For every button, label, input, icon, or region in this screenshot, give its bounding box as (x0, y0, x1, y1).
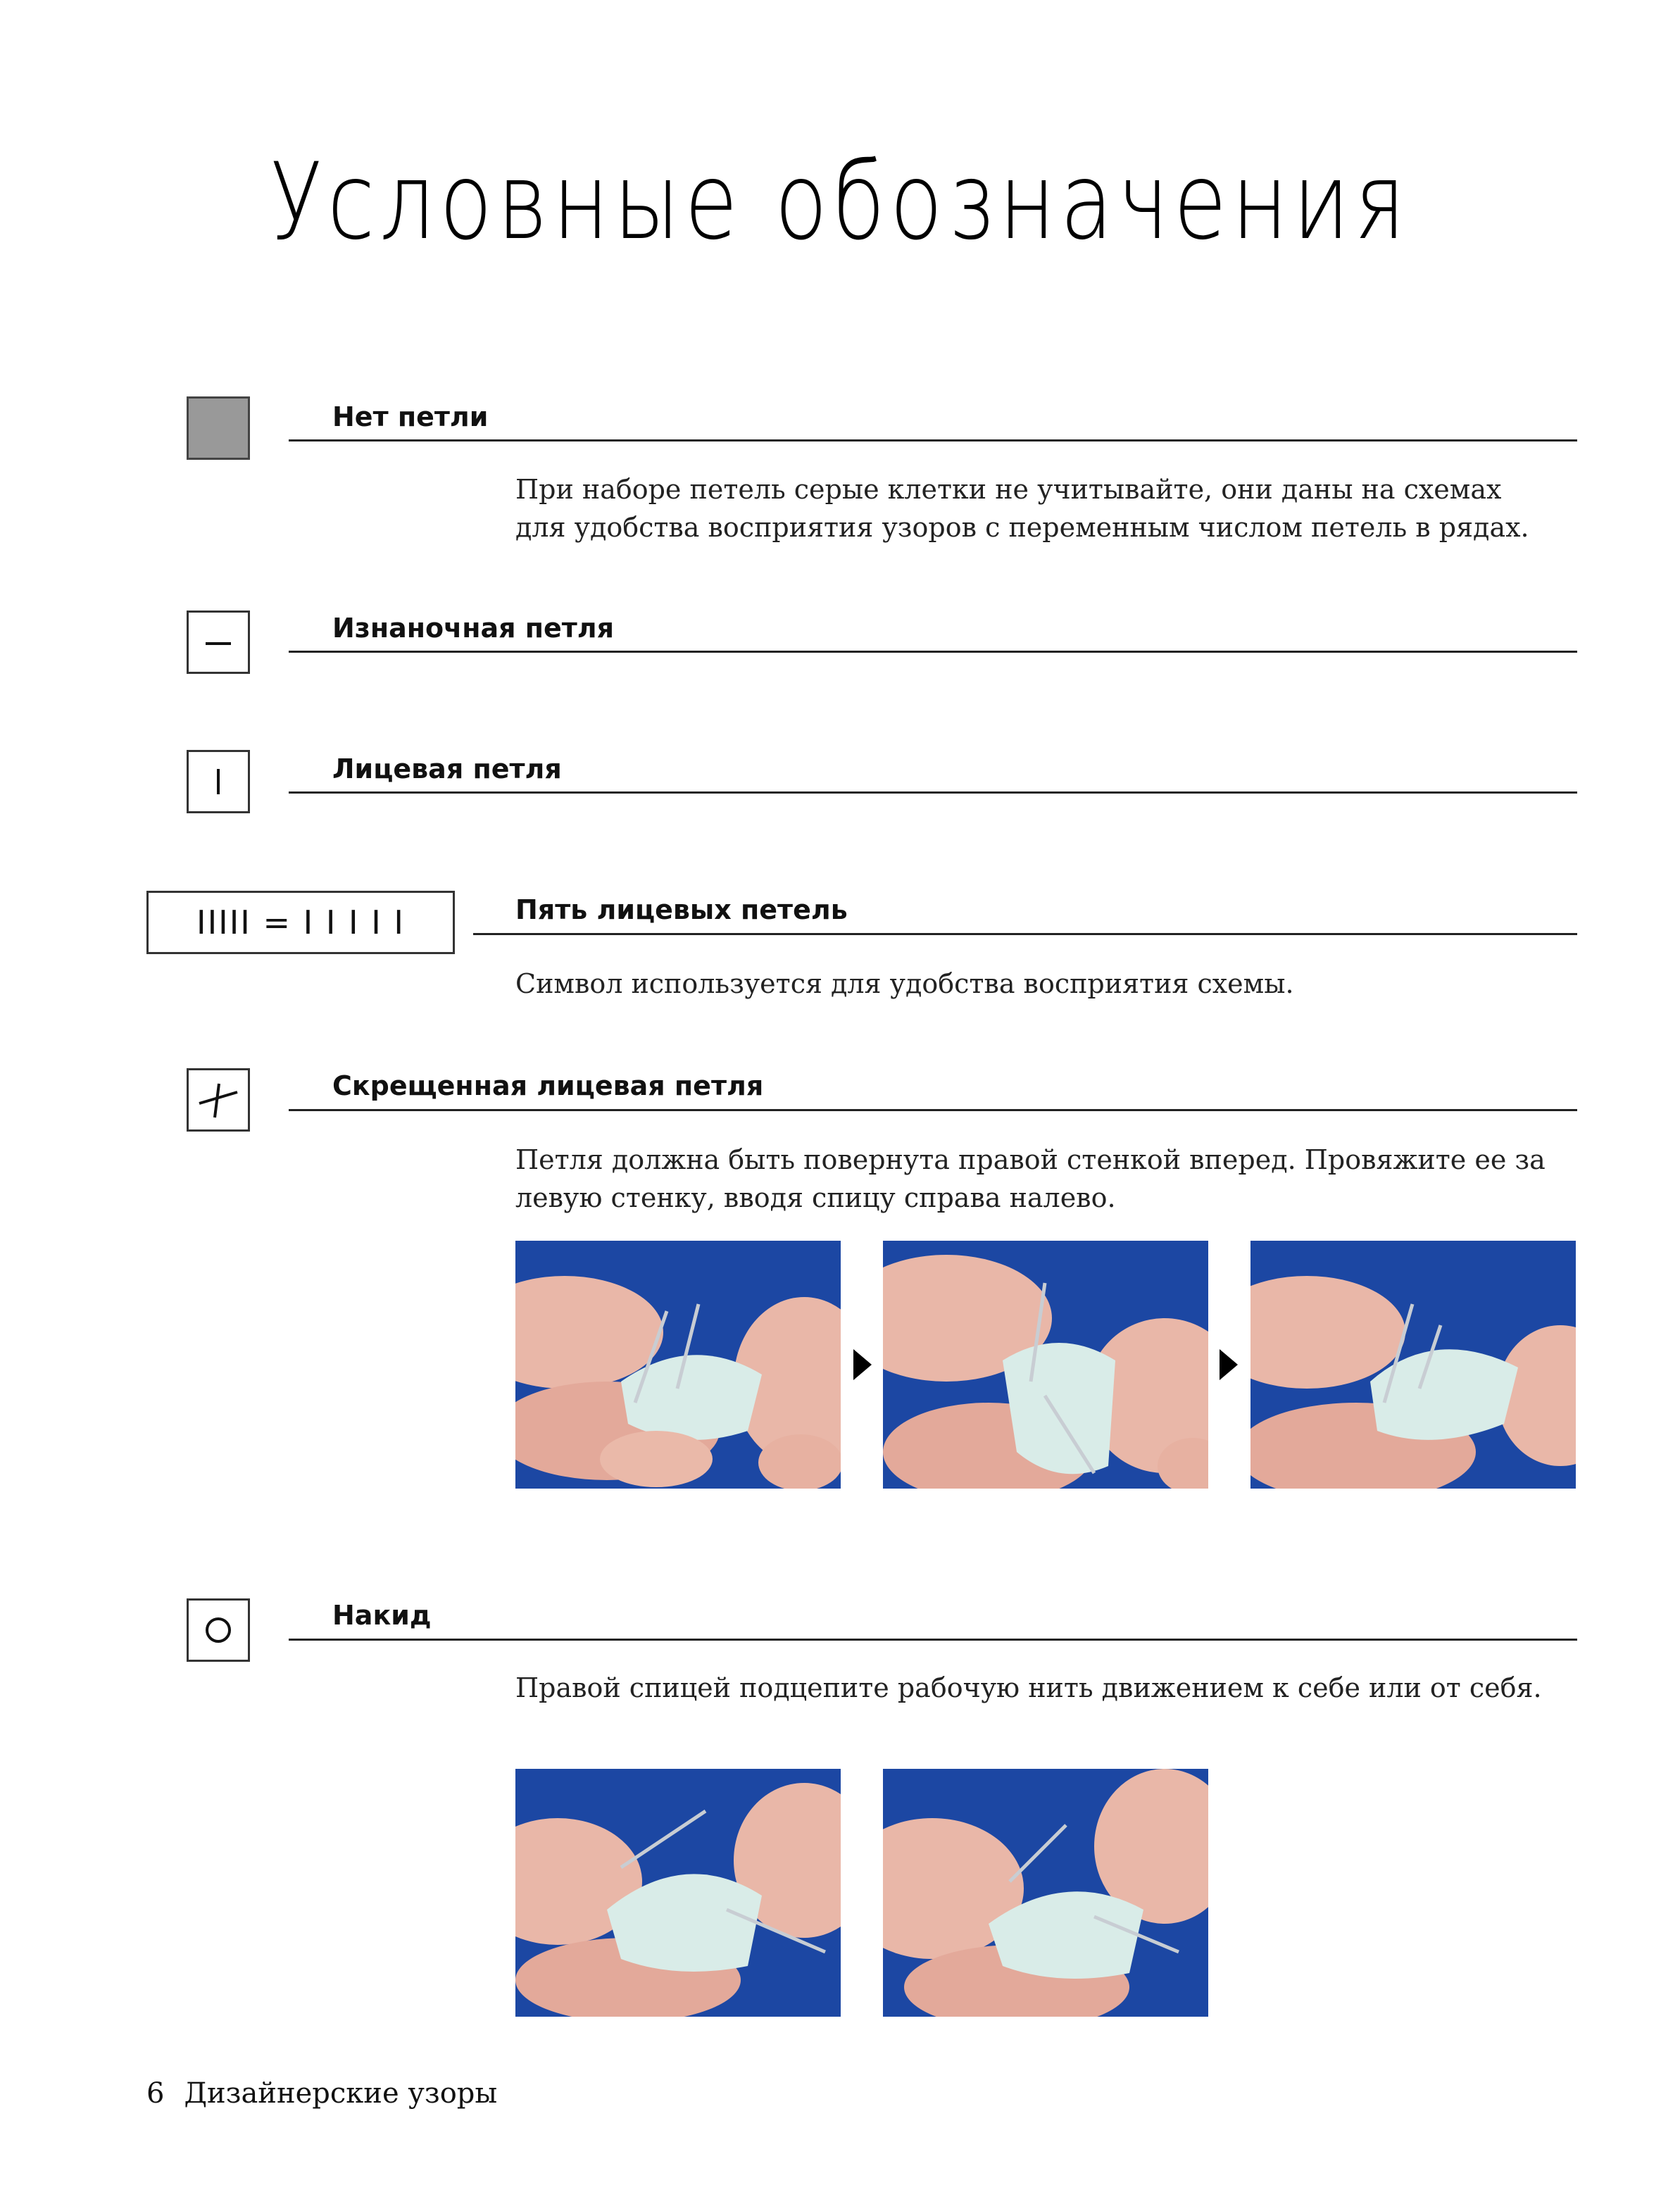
entry-description-yarn-over: Правой спицей подцепите рабочую нить движением к себе или от себя. (515, 1672, 1542, 1703)
knitting-photo-illustration (1250, 1241, 1576, 1489)
entry-rule (473, 933, 1577, 935)
yarn-over-photo-step-2 (883, 1769, 1208, 2017)
circle-icon (197, 1609, 239, 1651)
entry-rule (289, 1639, 1577, 1641)
entry-description-no-stitch: При наборе петель серые клетки не учитывайте, они даны на схемах для удобства восприятия узоров с переменным числом петель в рядах. (515, 474, 1529, 543)
page-number: 6 (146, 2077, 165, 2110)
entry-heading-yarn-over: Накид (332, 1600, 432, 1631)
page-title: Условные обозначения (270, 141, 1410, 263)
entry-heading-five-knit: Пять лицевых петель (515, 894, 848, 925)
entry-heading-purl: Изнаночная петля (332, 613, 615, 644)
five-knit-symbol (146, 891, 455, 954)
minus-icon (197, 621, 239, 663)
five-knit-symbol-text: IIIII = I I I I I (196, 903, 405, 941)
entry-rule (289, 651, 1577, 653)
knitting-photo-illustration (883, 1769, 1208, 2017)
knitting-photo-illustration (515, 1241, 841, 1489)
entry-rule (289, 1109, 1577, 1111)
yarn-over-symbol (187, 1598, 250, 1662)
knitting-photo-illustration (515, 1769, 841, 2017)
arrow-right-icon (1220, 1349, 1238, 1380)
no-stitch-symbol (187, 396, 250, 460)
entry-description-five-knit: Символ используется для удобства восприятия схемы. (515, 968, 1294, 999)
entry-description-crossed-knit: Петля должна быть повернута правой стенкой вперед. Провяжите ее за левую стенку, вводя спицу справа налево. (515, 1144, 1546, 1213)
entry-heading-no-stitch: Нет петли (332, 401, 489, 432)
arrow-right-icon (853, 1349, 872, 1380)
entry-rule (289, 791, 1577, 794)
page-footer (146, 2077, 497, 2110)
crossed-knit-photo-step-1 (515, 1241, 841, 1489)
entry-heading-crossed-knit: Скрещенная лицевая петля (332, 1070, 764, 1101)
vertical-bar-icon (197, 760, 239, 803)
entry-rule (289, 439, 1577, 442)
yarn-over-photo-step-1 (515, 1769, 841, 2017)
knitting-photo-illustration (883, 1241, 1208, 1489)
book-title: Дизайнерские узоры (184, 2077, 498, 2110)
crossed-knit-photo-step-2 (883, 1241, 1208, 1489)
purl-symbol (187, 611, 250, 674)
knit-symbol (187, 750, 250, 813)
crossed-bar-icon (194, 1075, 243, 1125)
entry-heading-knit: Лицевая петля (332, 753, 562, 784)
crossed-knit-photo-step-3 (1250, 1241, 1576, 1489)
crossed-knit-symbol (187, 1068, 250, 1132)
